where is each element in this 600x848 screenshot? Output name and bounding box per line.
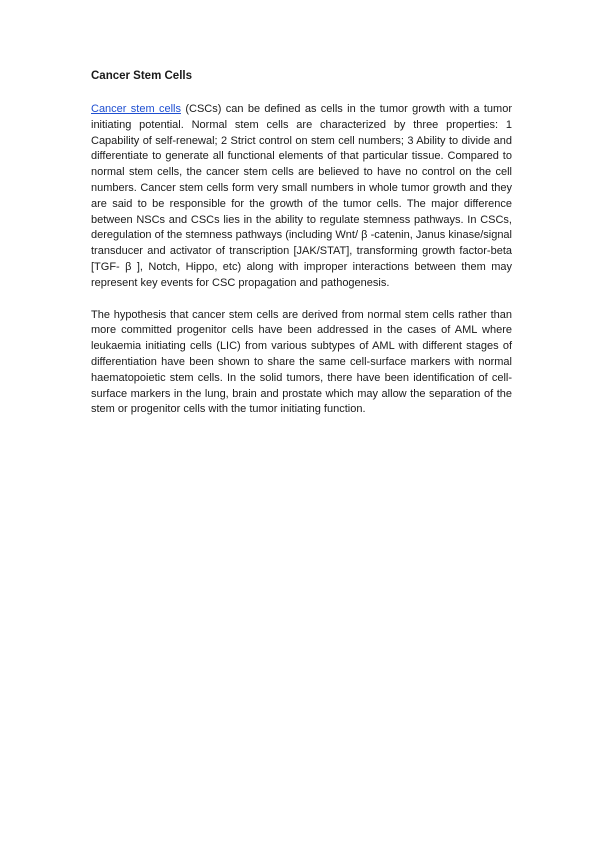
paragraph-intro	[91, 102, 512, 292]
cancer-stem-cells-link[interactable]: Cancer stem cells	[91, 103, 181, 115]
document-body	[91, 68, 512, 434]
paragraph-hypothesis: The hypothesis that cancer stem cells are derived from normal stem cells rather than more committed progenitor cells have been addressed in the cases of AML where leukaemia initiating cells (LIC) from various subtypes of AML with different stages of differentiation have been shown to share the same cell-surface markers with normal haematopoietic stem cells. In the solid tumors, there have been identification of cell-surface markers in the lung, brain and prostate which may allow the separation of the stem or progenitor cells with the tumor initiating function.	[91, 308, 512, 416]
paragraph-intro-text: (CSCs) can be defined as cells in the tumor growth with a tumor initiating potential. Normal stem cells are characterized by three properties: 1 Capability of self-renewal; 2 Strict control on stem cell numbers; 3 Ability to divide and differentiate to generate all functional elements of that particular tissue. Compared to normal stem cells, the cancer stem cells are believed to have no control on the cell numbers. Cancer stem cells form very small numbers in whole tumor growth and they are said to be responsible for the growth of the tumor cells. The major difference between NSCs and CSCs lies in the ability to regulate stemness pathways. In CSCs, deregulation of the stemness pathways (including Wnt/ β -catenin, Janus kinase/signal transducer and activator of transcription [JAK/STAT], transforming growth factor-beta [TGF- β ], Notch, Hippo, etc) along with improper interactions between them may represent key events for CSC propagation and pathogenesis.	[91, 103, 512, 289]
document-title: Cancer Stem Cells	[91, 70, 192, 82]
